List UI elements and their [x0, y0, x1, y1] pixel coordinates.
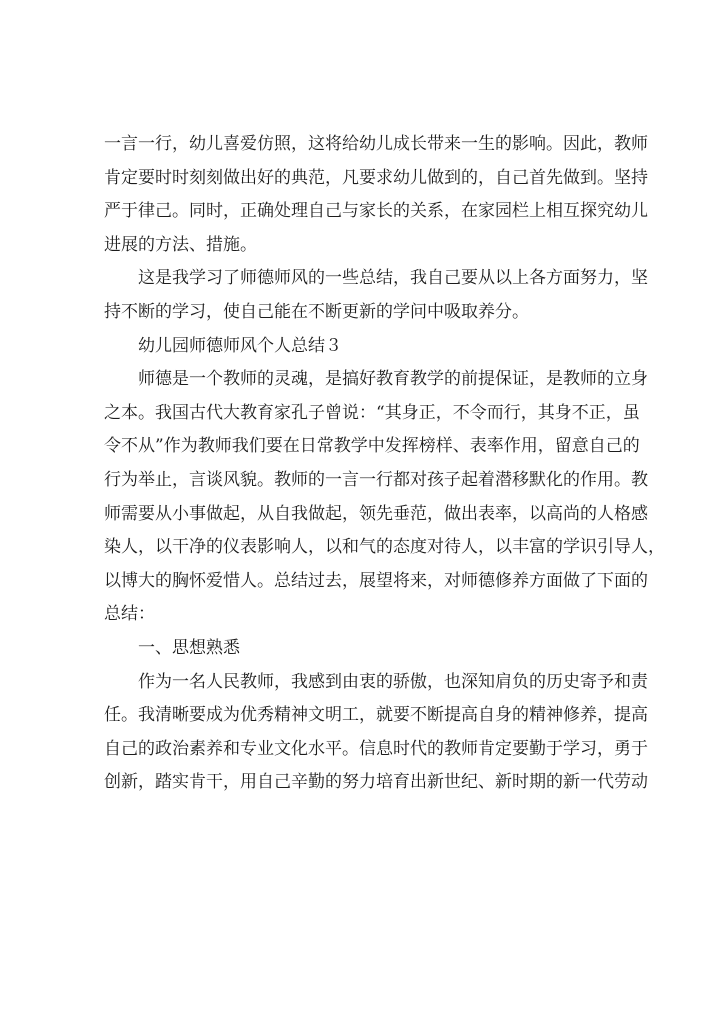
paragraph-4	[104, 363, 665, 632]
text-line: 一言一行，幼儿喜爱仿照，这将给幼儿成长带来一生的影响。因此，教师	[104, 134, 648, 154]
section-heading-1	[104, 632, 620, 666]
text-line: 总结：	[104, 604, 155, 625]
document-body	[104, 128, 665, 800]
text-line: 这是我学习了师德师风的一些总结，我自己要从以上各方面努力，坚	[138, 268, 648, 289]
text-line: 创新，踏实肯干，用自己辛勤的努力培育出新世纪、新时期的新一代劳动	[104, 772, 648, 793]
text-line: 行为举止，言谈风貌。教师的一言一行都对孩子起着潜移默化的作用。教	[104, 469, 648, 490]
text-line: 之本。我国古代大教育家孔子曾说：“其身正，不令而行，其身不正，虽	[104, 402, 640, 423]
paragraph-6	[104, 666, 648, 800]
text-line: 令不从”作为教师我们要在日常教学中发挥榜样、表率作用，留意自己的	[104, 436, 640, 457]
text-line: 任。我清晰要成为优秀精神文明工，就要不断提高自身的精神修养，提高	[104, 705, 648, 726]
heading-text: 一、思想熟悉	[138, 637, 240, 658]
text-line: 自己的政治素养和专业文化水平。信息时代的教师肯定要勤于学习，勇于	[104, 738, 648, 759]
text-line: 师德是一个教师的灵魂，是搞好教育教学的前提保证，是教师的立身	[138, 369, 648, 390]
section-heading-3	[104, 330, 620, 364]
heading-text: 幼儿园师德师风个人总结３	[138, 335, 342, 356]
text-line: 作为一名人民教师，我感到由衷的骄傲，也深知肩负的历史寄予和责	[138, 671, 648, 692]
text-line: 持不断的学习，使自己能在不断更新的学问中吸取养分。	[104, 301, 529, 322]
text-line: 师需要从小事做起，从自我做起，领先垂范，做出表率，以高尚的人格感	[104, 503, 648, 524]
text-line: 染人，以干净的仪表影响人，以和气的态度对待人，以丰富的学识引导人，	[104, 537, 665, 558]
text-line: 以博大的胸怀爱惜人。总结过去，展望将来，对师德修养方面做了下面的	[104, 570, 648, 591]
text-line: 严于律己。同时，正确处理自己与家长的关系，在家园栏上相互探究幼儿	[104, 201, 648, 222]
text-line: 肯定要时时刻刻做出好的典范，凡要求幼儿做到的，自己首先做到。坚持	[104, 167, 648, 188]
paragraph-2	[104, 262, 648, 329]
paragraph-1	[104, 128, 648, 262]
text-line: 进展的方法、措施。	[104, 234, 257, 255]
